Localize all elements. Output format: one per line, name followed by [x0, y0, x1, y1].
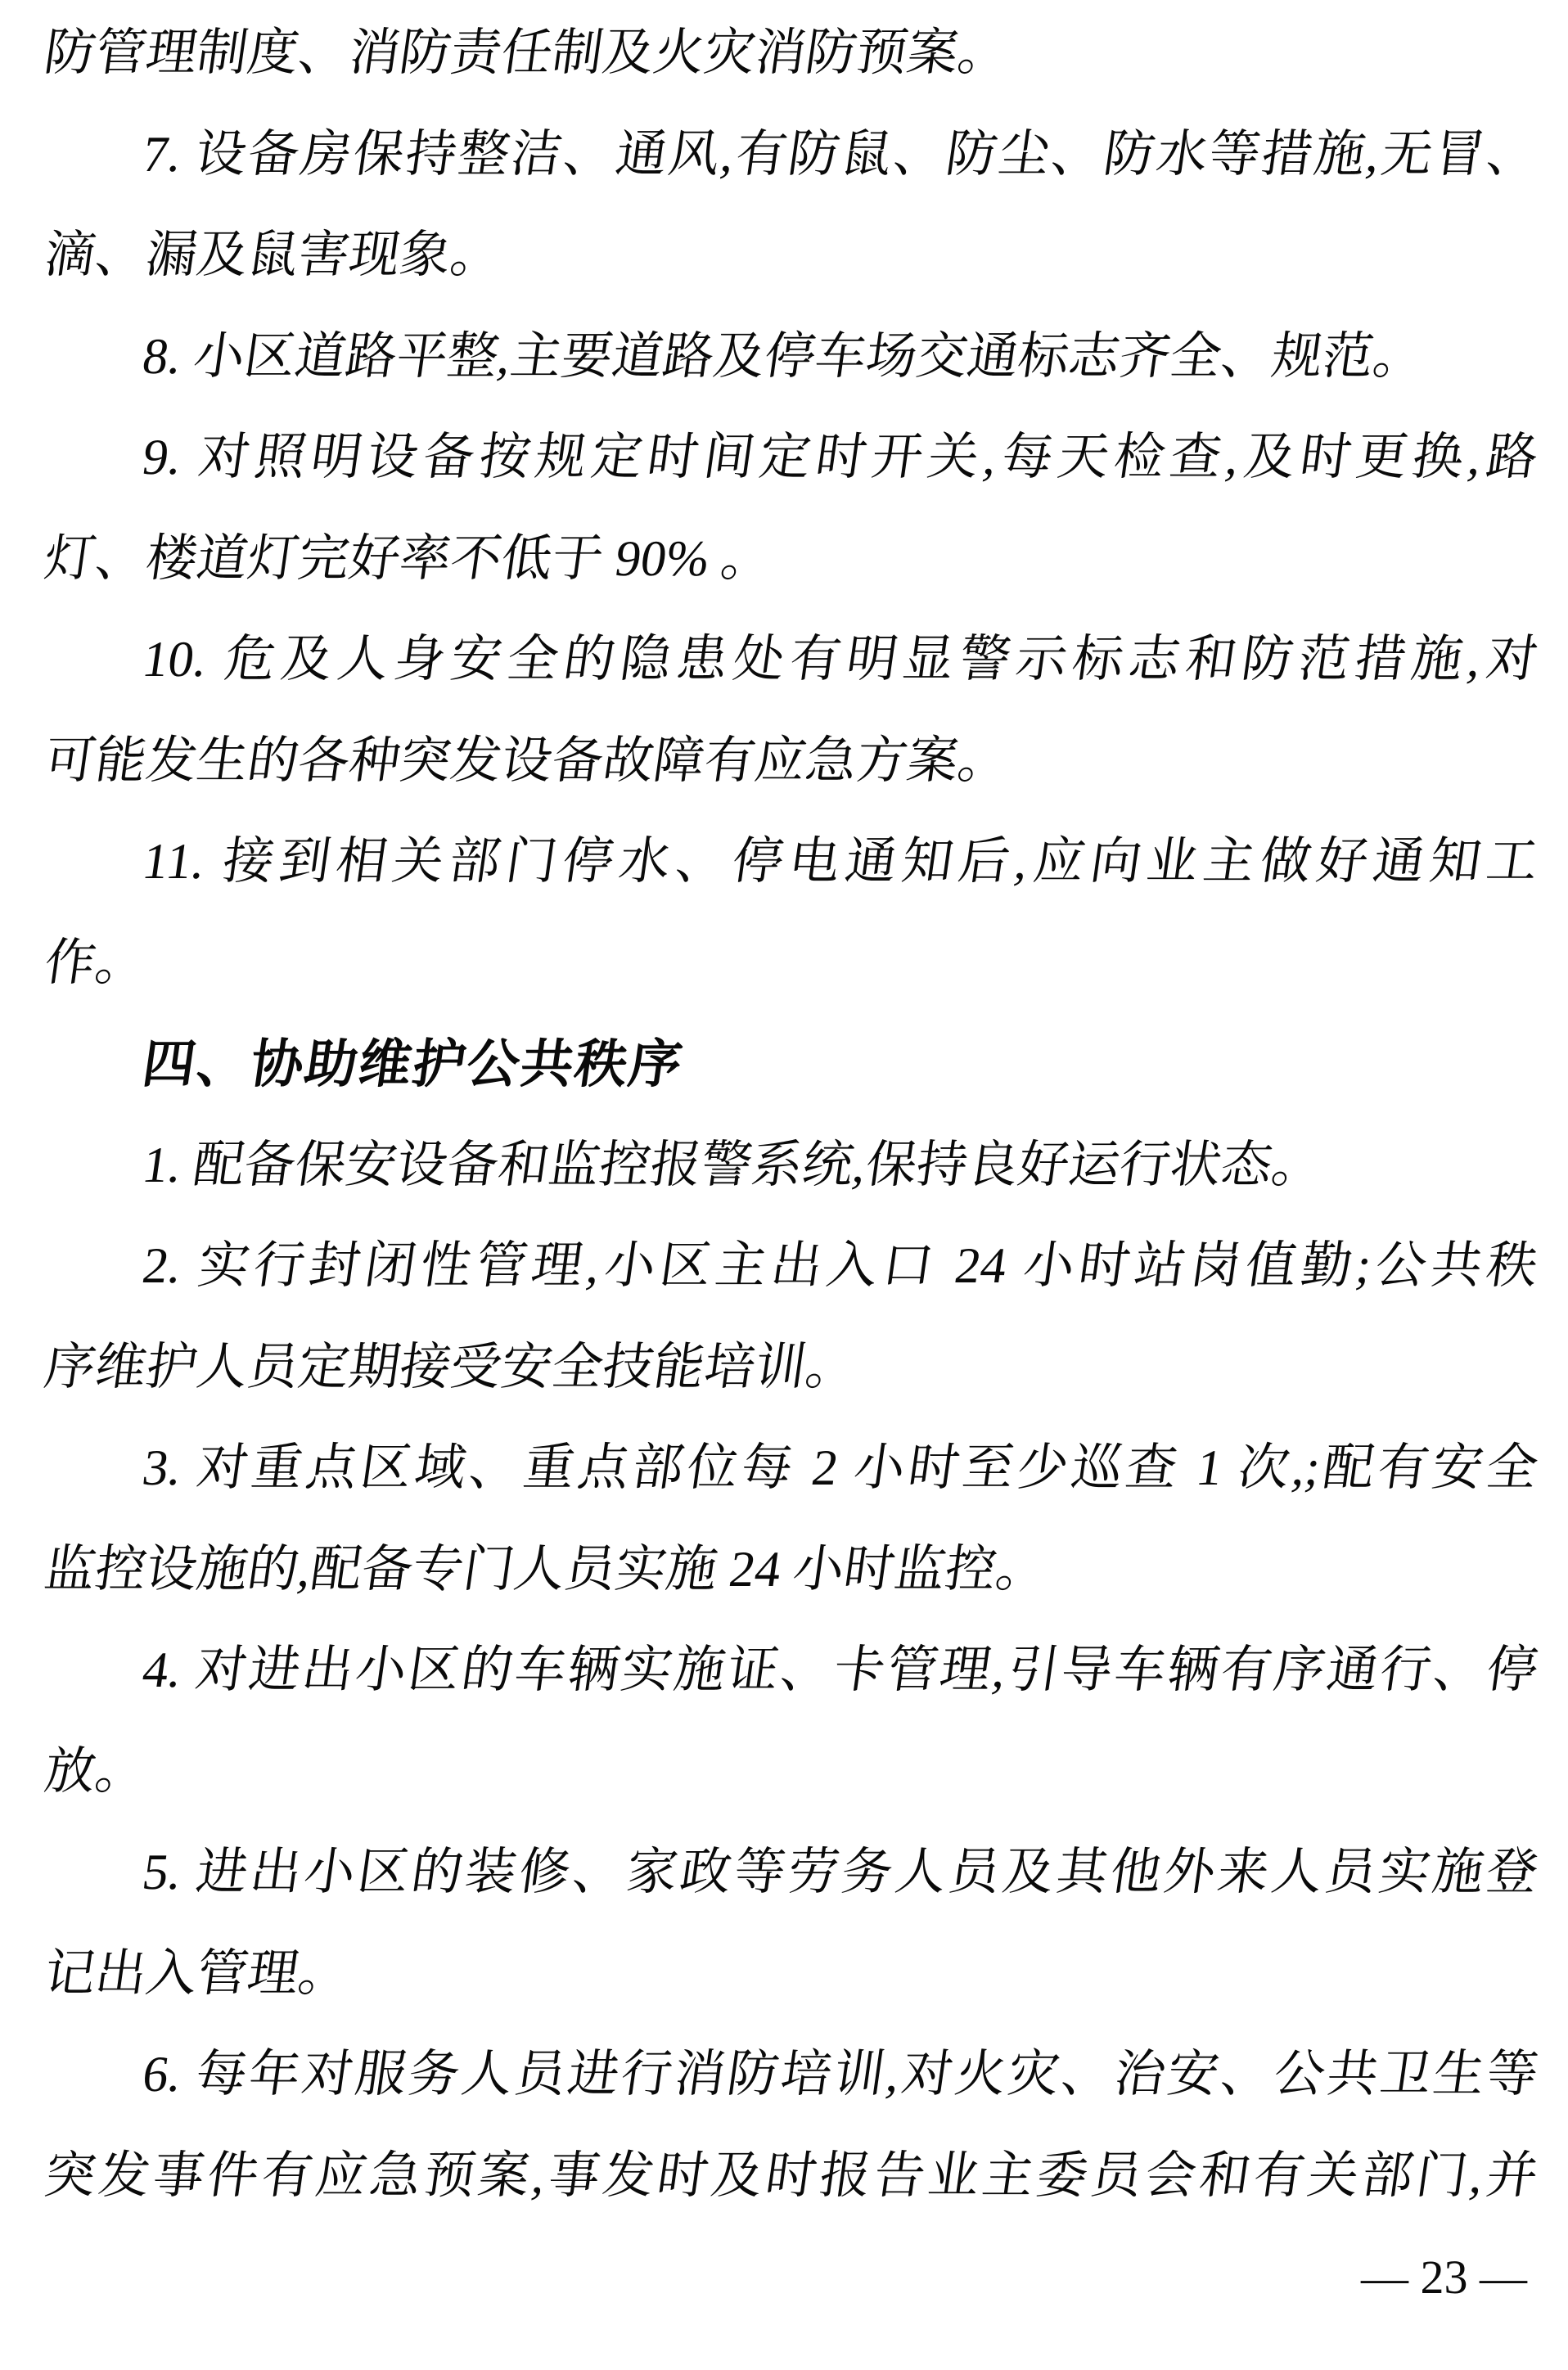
text-line: 10. 危及人身安全的隐患处有明显警示标志和防范措施,对 — [139, 632, 1542, 687]
text-line: 2. 实行封闭性管理,小区主出入口 24 小时站岗值勤;公共秩 — [139, 1238, 1542, 1294]
text-line: 5. 进出小区的装修、家政等劳务人员及其他外来人员实施登 — [139, 1845, 1542, 1900]
text-line: 放。 — [41, 1743, 151, 1800]
text-line: 滴、漏及鼠害现象。 — [41, 228, 506, 283]
text-line: 突发事件有应急预案,事发时及时报告业主委员会和有关部门,并 — [41, 2147, 1542, 2204]
text-line: 1. 配备保安设备和监控报警系统,保持良好运行状态。 — [139, 1137, 1327, 1193]
document-body — [38, 3, 1542, 2227]
page-number: — 23 — — [1361, 2251, 1527, 2304]
text-line: 监控设施的,配备专门人员实施 24 小时监控。 — [41, 1541, 1052, 1597]
text-line: 4. 对进出小区的车辆实施证、卡管理,引导车辆有序通行、停 — [139, 1642, 1542, 1698]
text-line: 9. 对照明设备按规定时间定时开关,每天检查,及时更换,路 — [139, 430, 1542, 485]
section-heading: 四、协助维护公共秩序 — [138, 1034, 687, 1093]
text-line: 作。 — [41, 935, 151, 991]
text-line: 灯、楼道灯完好率不低于 90% 。 — [41, 530, 777, 587]
text-line: 可能发生的各种突发设备故障有应急方案。 — [41, 732, 1013, 789]
text-line: 记出入管理。 — [41, 1945, 354, 2002]
text-line: 11. 接到相关部门停水、停电通知后,应向业主做好通知工 — [139, 834, 1542, 890]
text-line: 序维护人员定期接受安全技能培训。 — [41, 1339, 861, 1395]
text-line: 8. 小区道路平整,主要道路及停车场交通标志齐全、规范。 — [139, 328, 1429, 385]
text-line: 3. 对重点区域、重点部位每 2 小时至少巡查 1 次,;配有安全 — [139, 1440, 1542, 1496]
text-line: 6. 每年对服务人员进行消防培训,对火灾、治安、公共卫生等 — [139, 2047, 1542, 2102]
text-line: 防管理制度、消防责任制及火灾消防预案。 — [41, 25, 1013, 81]
text-line: 7. 设备房保持整洁、通风,有防鼠、防尘、防水等措施,无冒、 — [139, 126, 1542, 182]
